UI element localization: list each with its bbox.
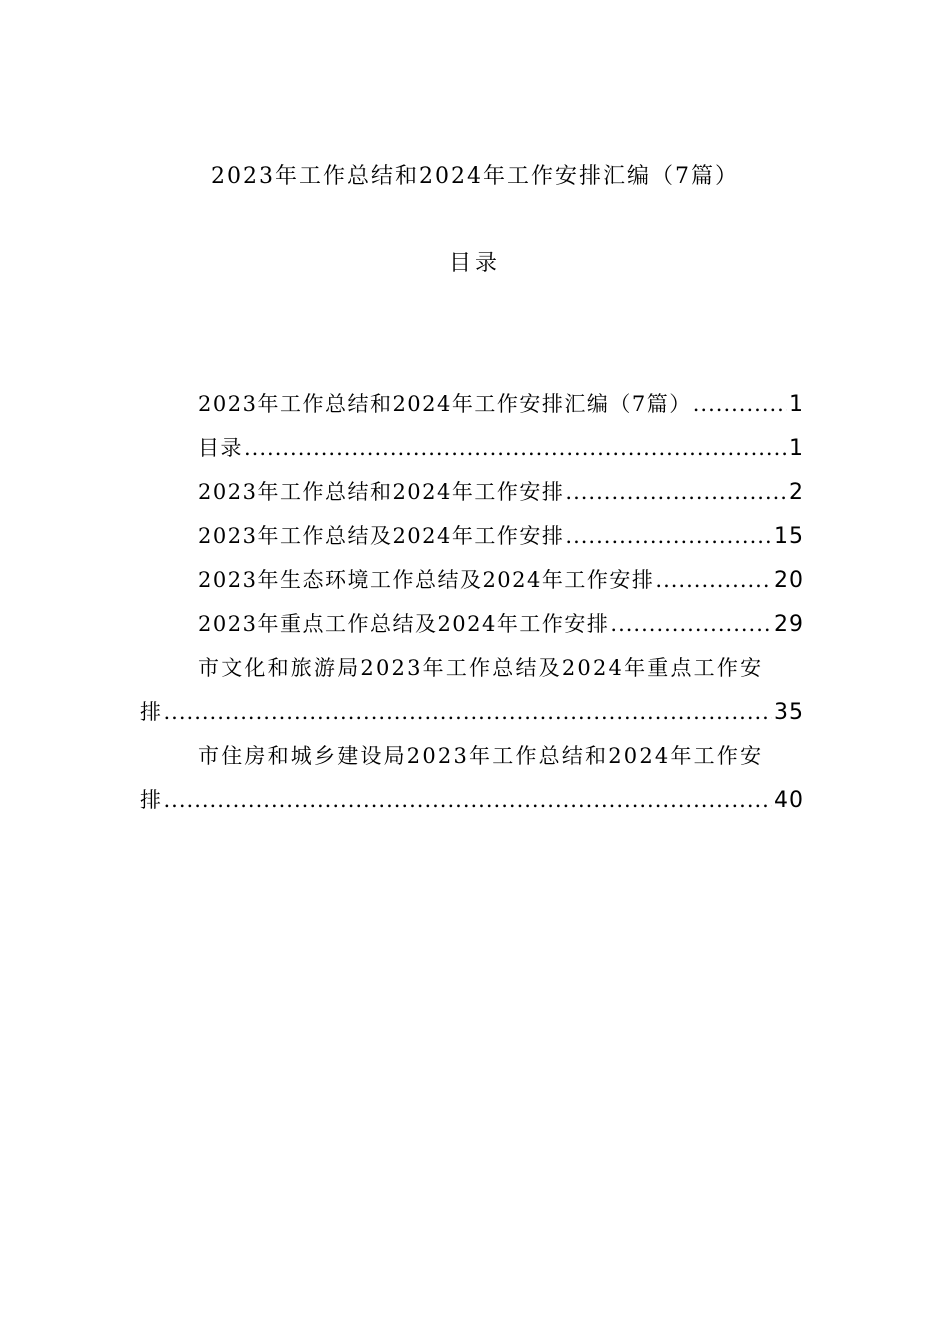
toc-entry[interactable] — [140, 602, 804, 646]
toc-entry-wrapped-first-line[interactable] — [140, 734, 804, 778]
toc-page-number: 15 — [774, 524, 804, 549]
toc-entry-title-continued: 排 — [140, 700, 163, 724]
toc-leader-dots — [610, 602, 772, 646]
table-of-contents — [140, 382, 804, 822]
toc-page-number: 35 — [774, 700, 804, 725]
toc-entry[interactable] — [140, 382, 804, 426]
toc-entry-title: 2023年工作总结和2024年工作安排 — [198, 480, 565, 504]
toc-leader-dots — [164, 690, 773, 734]
toc-entry[interactable] — [140, 514, 804, 558]
toc-entry[interactable] — [140, 426, 804, 470]
toc-page-number: 29 — [774, 612, 804, 637]
toc-entry[interactable] — [140, 558, 804, 602]
toc-leader-dots — [164, 778, 773, 822]
toc-leader-dots — [565, 470, 787, 514]
toc-page-number: 40 — [774, 788, 804, 813]
toc-entry-title: 市文化和旅游局2023年工作总结及2024年重点工作安 — [198, 656, 764, 680]
toc-entry[interactable] — [140, 470, 804, 514]
toc-heading: 目录 — [448, 251, 501, 276]
toc-entry-title: 2023年生态环境工作总结及2024年工作安排 — [198, 568, 655, 592]
toc-entry-title: 市住房和城乡建设局2023年工作总结和2024年工作安 — [198, 744, 764, 768]
toc-entry-wrapped-second-line[interactable] — [140, 690, 804, 734]
toc-page-number: 20 — [774, 568, 804, 593]
toc-leader-dots — [244, 426, 787, 470]
toc-page-number: 1 — [789, 392, 804, 417]
toc-leader-dots — [565, 514, 772, 558]
toc-entry-title: 目录 — [198, 436, 243, 460]
toc-entry-wrapped-second-line[interactable] — [140, 778, 804, 822]
toc-entry-title: 2023年重点工作总结及2024年工作安排 — [198, 612, 610, 636]
toc-entry-title: 2023年工作总结及2024年工作安排 — [198, 524, 565, 548]
toc-entry-title: 2023年工作总结和2024年工作安排汇编（7篇） — [198, 392, 692, 416]
toc-page-number: 2 — [789, 480, 804, 505]
toc-leader-dots — [655, 558, 772, 602]
document-title: 2023年工作总结和2024年工作安排汇编（7篇） — [211, 164, 739, 189]
toc-entry-title-continued: 排 — [140, 788, 163, 812]
toc-leader-dots — [693, 382, 787, 426]
toc-entry-wrapped-first-line[interactable] — [140, 646, 804, 690]
toc-page-number: 1 — [789, 436, 804, 461]
